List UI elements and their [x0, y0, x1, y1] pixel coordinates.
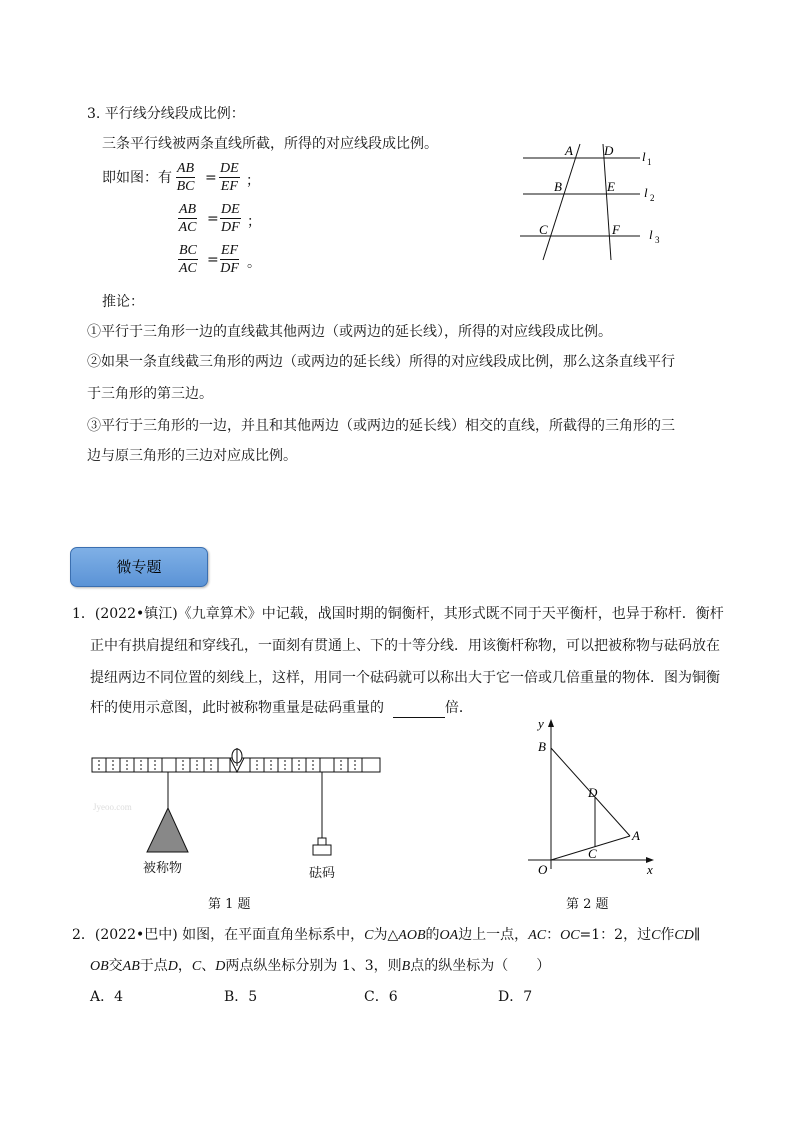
q1-line1: 1．(2022•镇江)《九章算术》中记载，战国时期的铜衡杆，其形式既不同于天平衡杆，也异于称杆．衡杆	[72, 606, 724, 622]
sub-3: 3	[655, 235, 660, 245]
point-B: B	[538, 739, 546, 754]
caption-fig2: 第 2 题	[566, 897, 609, 912]
label-D: D	[604, 143, 614, 158]
label-F: F	[612, 222, 620, 237]
axis-x: x	[647, 862, 653, 877]
watermark: Jyeoo.com	[93, 802, 132, 812]
point-O: O	[538, 862, 548, 877]
caption-fig1: 第 1 题	[208, 897, 251, 912]
fraction-bc-ac: $\frac{BC}{AC}$	[179, 243, 197, 276]
corollary-3-line2: 边与原三角形的三边对应成比例。	[87, 448, 297, 464]
label-weight: 砝码	[309, 866, 336, 881]
label-l2: l	[644, 185, 648, 200]
equals-sign: =	[207, 211, 219, 227]
corollary-3-line1: ③平行于三角形的一边，并且和其他两边（或两边的延长线）相交的直线，所截得的三角形的三	[87, 418, 675, 434]
section-heading: 3. 平行线分线段成比例：	[87, 106, 245, 122]
object-triangle	[147, 808, 188, 852]
parallel-lines-figure	[510, 138, 670, 264]
q1-line3: 提纽两边不同位置的刻线上，这样，用同一个砝码就可以称出大于它一倍或几倍重量的物体．图为铜衡	[90, 670, 720, 686]
answer-blank[interactable]	[393, 703, 445, 718]
punct: ；	[247, 214, 261, 230]
corollary-1: ①平行于三角形一边的直线截其他两边（或两边的延长线），所得的对应线段成比例。	[87, 324, 612, 340]
q1-line2: 正中有拱肩提纽和穿线孔，一面刻有贯通上、下的十等分线．用该衡杆称物，可以把被称物与砝码放在	[90, 638, 720, 654]
q2-line2: OB交AB于点D，C、D两点纵坐标分别为 1、3，则B点的纵坐标为（ ）	[90, 958, 551, 974]
weight-block	[313, 845, 331, 855]
coordinate-figure	[518, 716, 668, 886]
punct: 。	[247, 255, 261, 271]
fraction-ab-ac: $\frac{AB}{AC}$	[178, 202, 197, 235]
label-A: A	[565, 143, 573, 158]
label-object: 被称物	[143, 861, 183, 876]
corollary-2-line1: ②如果一条直线截三角形的两边（或两边的延长线）所得的对应线段成比例，那么这条直线平行	[87, 354, 675, 370]
corollary-2-line2: 于三角形的第三边。	[87, 386, 213, 402]
option-c[interactable]: C．6	[364, 989, 398, 1005]
sub-2: 2	[650, 193, 655, 203]
punct: ；	[246, 173, 260, 189]
sub-1: 1	[647, 157, 652, 167]
formula-lead: 即如图：有	[102, 170, 172, 186]
balance-beam-figure	[85, 748, 390, 888]
q1-line4: 杆的使用示意图，此时被称物重量是砝码重量的 倍．	[90, 700, 473, 716]
q2-line1: 2．(2022•巴中) 如图，在平面直角坐标系中，C为△AOB的OA边上一点，AC：OC=1：2，过C作CD∥	[72, 927, 701, 943]
fraction-ab-bc: $\frac{AB}{BC}$	[176, 161, 195, 194]
option-a[interactable]: A．4	[90, 989, 124, 1005]
point-C: C	[588, 846, 597, 861]
equals-sign: =	[207, 252, 219, 268]
point-A: A	[632, 828, 640, 843]
label-E: E	[607, 179, 615, 194]
option-b[interactable]: B．5	[224, 989, 258, 1005]
axis-y: y	[538, 716, 544, 731]
label-l1: l	[642, 149, 646, 164]
label-l3: l	[649, 227, 653, 242]
theorem-statement: 三条平行线被两条直线所截，所得的对应线段成比例。	[102, 136, 438, 152]
label-B: B	[554, 179, 562, 194]
fraction-ef-df: $\frac{EF}{DF}$	[220, 243, 239, 276]
fraction-de-ef: $\frac{DE}{EF}$	[220, 161, 239, 194]
fraction-de-df: $\frac{DE}{DF}$	[221, 202, 240, 235]
corollary-title: 推论：	[102, 294, 144, 310]
label-C: C	[539, 222, 548, 237]
section-badge: 微专题	[70, 547, 208, 587]
point-D: D	[588, 785, 598, 800]
equals-sign: =	[205, 170, 217, 186]
option-d[interactable]: D．7	[498, 989, 533, 1005]
